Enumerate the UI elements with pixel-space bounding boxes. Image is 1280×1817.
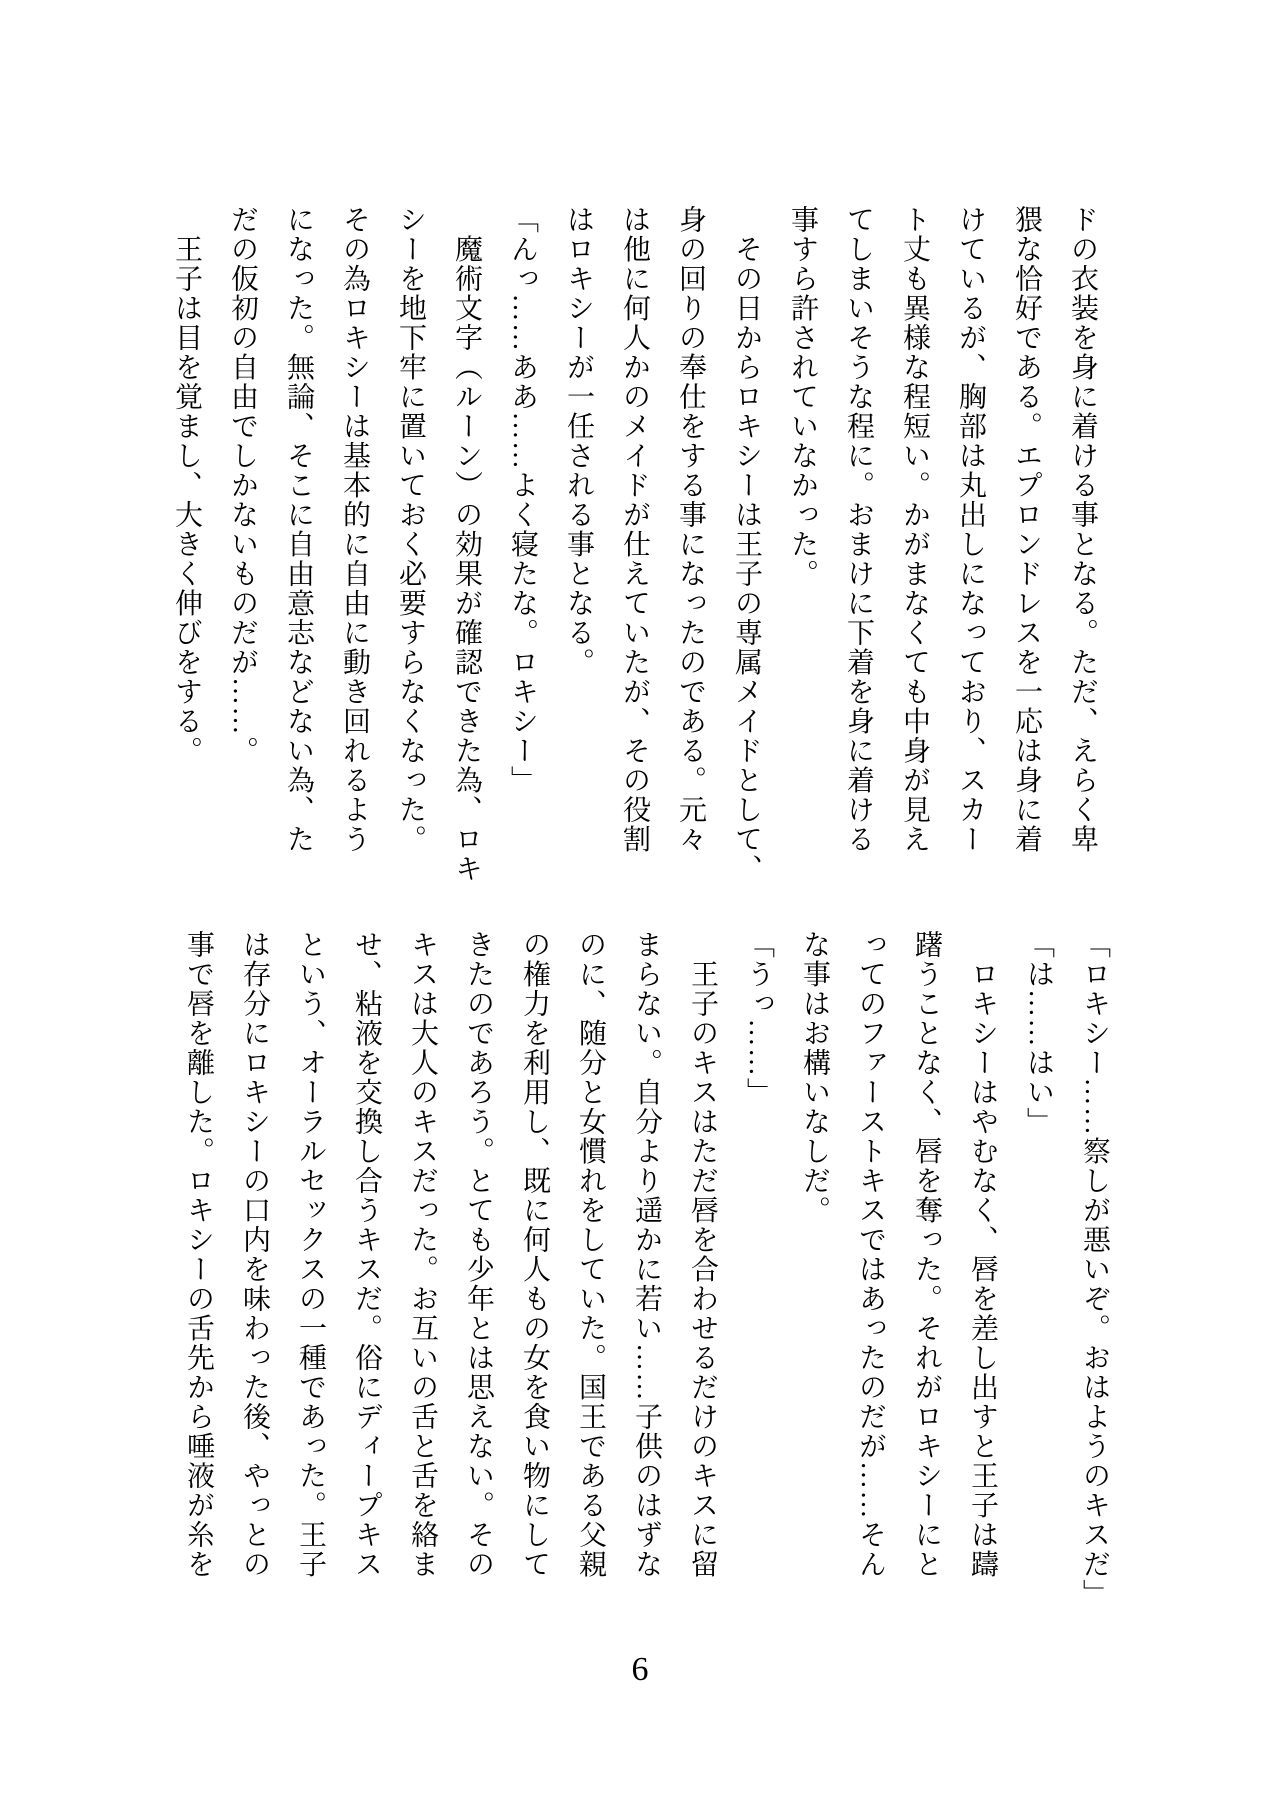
text-column: ロキシーはやむなく、唇を差し出すと王子は躊 [967,930,998,1579]
text-column: 魔術文字（ルーン）の効果が確認できた為、ロキ [451,205,482,884]
text-column: せ、粘液を交換し合うキスだ。俗にディープキス [351,930,382,1579]
text-column: 躇うことなく、唇を奪った。それがロキシーにと [911,930,942,1579]
text-column: その日からロキシーは王子の専属メイドとして、 [731,205,762,884]
text-column: シーを地下牢に置いておく必要すらなくなった。 [395,205,426,854]
text-column: 「んっ……ああ……よく寝たな。ロキシー」 [507,205,538,795]
text-column: 「ロキシー……察しが悪いぞ。おはようのキスだ」 [1079,930,1110,1609]
text-column: キスは大人のキスだった。お互いの舌と舌を絡ま [407,930,438,1579]
text-column: はロキシーが一任される事となる。 [563,205,594,677]
text-column: きたのであろう。とても少年とは思えない。その [463,930,494,1579]
text-column: は他に何人かのメイドが仕えていたが、その役割 [619,205,650,854]
text-column: 事すら許されていなかった。 [787,205,818,589]
text-column: は存分にロキシーの口内を味わった後、やっとの [239,930,270,1579]
text-column: ってのファーストキスではあったのだが……そん [855,930,886,1579]
text-block-bottom [170,930,1122,1640]
text-column: その為ロキシーは基本的に自由に動き回れるよう [339,205,370,854]
text-column: まらない。自分より遥かに若い……子供のはずな [631,930,662,1579]
text-column: の権力を利用し、既に何人もの女を食い物にして [519,930,550,1579]
text-block-top [158,205,1110,915]
page-number: 6 [631,1651,649,1688]
text-column: になった。無論、そこに自由意志などない為、た [283,205,314,854]
text-column: 王子のキスはただ唇を合わせるだけのキスに留 [687,930,718,1579]
text-column: けているが、胸部は丸出しになっており、スカー [955,205,986,854]
text-column: 事で唇を離した。ロキシーの舌先から唾液が糸を [183,930,214,1579]
text-column: のに、随分と女慣れをしていた。国王である父親 [575,930,606,1579]
text-column: だの仮初の自由でしかないものだが……。 [227,205,258,766]
text-column: ドの衣装を身に着ける事となる。ただ、えらく卑 [1067,205,1098,854]
text-column: 王子は目を覚まし、大きく伸びをする。 [171,205,202,766]
text-column: 身の回りの奉仕をする事になったのである。元々 [675,205,706,854]
text-column: な事はお構いなしだ。 [799,930,830,1225]
text-column: 「は……はい」 [1023,930,1054,1137]
text-column: という、オーラルセックスの一種であった。王子 [295,930,326,1579]
text-column: 「うっ……」 [743,930,774,1107]
text-column: ト丈も異様な程短い。かがまなくても中身が見え [899,205,930,854]
text-column: てしまいそうな程に。おまけに下着を身に着ける [843,205,874,854]
text-column: 猥な恰好である。エプロンドレスを一応は身に着 [1011,205,1042,854]
